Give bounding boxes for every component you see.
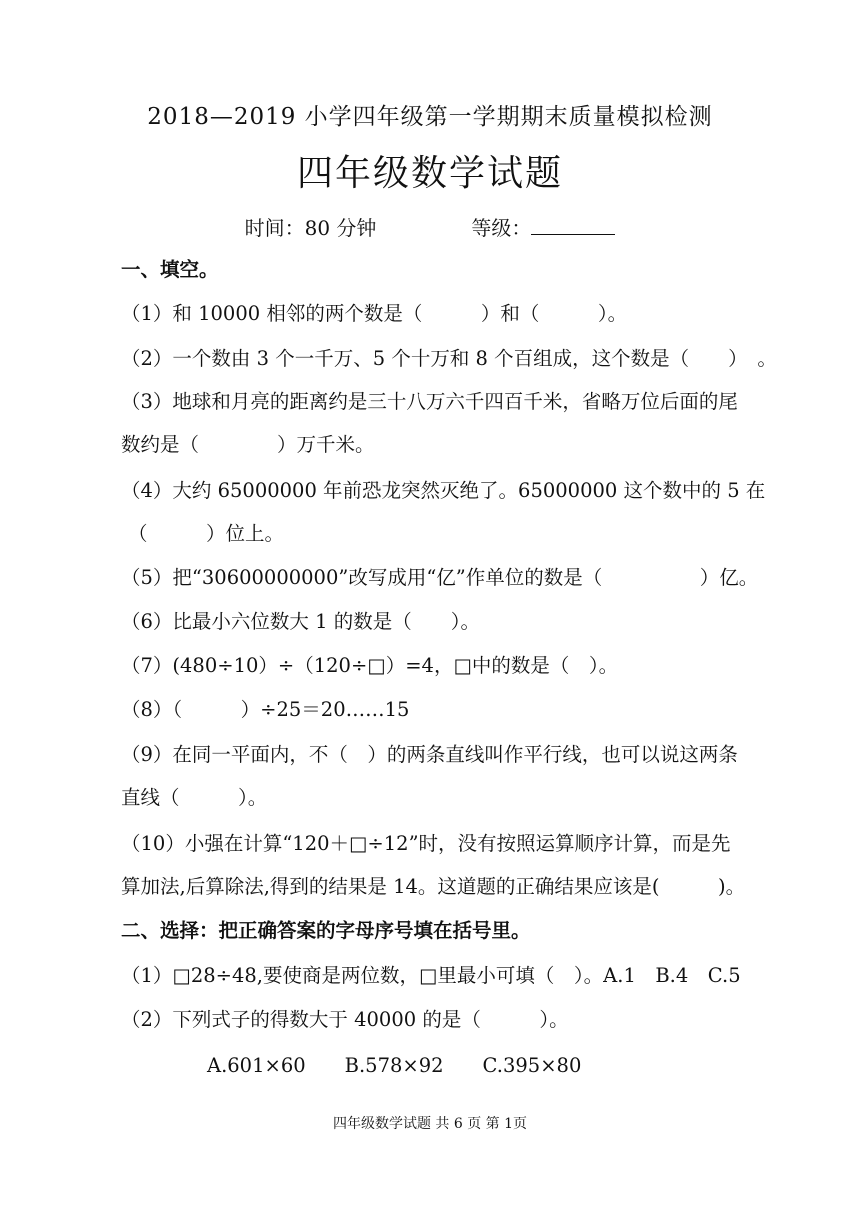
page-footer: 四年级数学试题 共 6 页 第 1页 — [332, 1116, 528, 1132]
question-line: 算加法,后算除法,得到的结果是 14。这道题的正确结果应该是( )。 — [121, 875, 746, 898]
question-line: （9）在同一平面内，不（ ）的两条直线叫作平行线，也可以说这两条 — [121, 743, 738, 766]
question-line: （ ）位上。 — [128, 522, 285, 545]
exam-title: 四年级数学试题 — [296, 153, 563, 194]
time-label: 时间：80 分钟 — [244, 216, 377, 240]
question-line: （5）把“30600000000”改写成用“亿”作单位的数是（ ）亿。 — [121, 566, 759, 589]
question-line: （1）和 10000 相邻的两个数是（ ）和（ ）。 — [121, 302, 628, 325]
question-line: 直线（ ）。 — [121, 786, 268, 809]
exam-meta — [0, 212, 860, 241]
question-line: 数约是（ ）万千米。 — [121, 433, 375, 456]
section-2-heading: 二、选择：把正确答案的字母序号填在括号里。 — [121, 919, 531, 942]
exam-subtitle: 2018—2019 小学四年级第一学期期末质量模拟检测 — [147, 104, 713, 130]
question-line: （7）(480÷10）÷（120÷□）=4，□中的数是（ ）。 — [121, 654, 619, 677]
question-line: （6）比最小六位数大 1 的数是（ ）。 — [121, 610, 480, 633]
grade-blank — [531, 216, 615, 235]
question-line: （2）一个数由 3 个一千万、5 个十万和 8 个百组成，这个数是（ ） 。 — [121, 347, 777, 370]
question-line: （2）下列式子的得数大于 40000 的是（ ）。 — [121, 1008, 569, 1031]
grade-label: 等级： — [471, 216, 532, 240]
question-line: （10）小强在计算“120＋□÷12”时，没有按照运算顺序计算，而是先 — [121, 832, 731, 855]
question-line: （8）（ ）÷25＝20……15 — [121, 698, 410, 721]
choice-options: A.601×60 B.578×92 C.395×80 — [207, 1054, 582, 1077]
section-1-heading: 一、填空。 — [121, 258, 219, 281]
question-line: （4）大约 65000000 年前恐龙突然灭绝了。65000000 这个数中的 5 在 — [121, 479, 766, 502]
question-line: （3）地球和月亮的距离约是三十八万六千四百千米，省略万位后面的尾 — [121, 390, 738, 413]
question-line: （1）□28÷48,要使商是两位数，□里最小可填（ ）。A.1 B.4 C.5 — [121, 964, 741, 987]
